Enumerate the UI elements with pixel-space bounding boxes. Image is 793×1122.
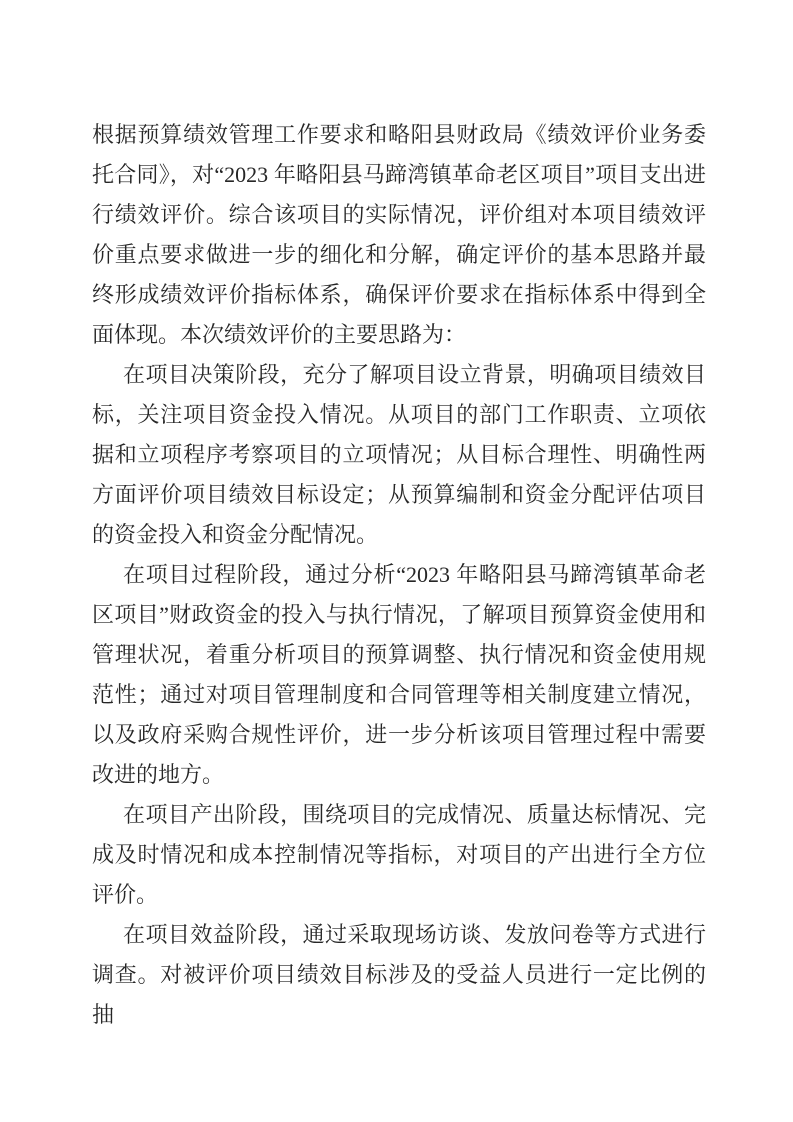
paragraph-evaluation-intro: 根据预算绩效管理工作要求和略阳县财政局《绩效评价业务委托合同》，对“2023 年略阳县马蹄湾镇革命老区项目”项目支出进行绩效评价。综合该项目的实际情况，评价组对本项目绩效评价重点要求做进一步的细化和分解，确定评价的基本思路并最终形成绩效评价指标体系，确保评价要求在指标体系中得到全面体现。本次绩效评价的主要思路为： bbox=[92, 122, 706, 347]
body-text bbox=[92, 115, 706, 1035]
paragraph-decision-stage: 在项目决策阶段，充分了解项目设立背景，明确项目绩效目标，关注项目资金投入情况。从项目的部门工作职责、立项依据和立项程序考察项目的立项情况；从目标合理性、明确性两方面评价项目绩效目标设定；从预算编制和资金分配评估项目的资金投入和资金分配情况。 bbox=[92, 362, 706, 547]
paragraph-benefit-stage: 在项目效益阶段，通过采取现场访谈、发放问卷等方式进行调查。对被评价项目绩效目标涉及的受益人员进行一定比例的抽 bbox=[92, 922, 706, 1027]
paragraph-process-stage: 在项目过程阶段，通过分析“2023 年略阳县马蹄湾镇革命老区项目”财政资金的投入与执行情况，了解项目预算资金使用和管理状况，着重分析项目的预算调整、执行情况和资金使用规范性；通过对项目管理制度和合同管理等相关制度建立情况，以及政府采购合规性评价，进一步分析该项目管理过程中需要改进的地方。 bbox=[92, 562, 706, 787]
paragraph-output-stage: 在项目产出阶段，围绕项目的完成情况、质量达标情况、完成及时情况和成本控制情况等指标，对项目的产出进行全方位评价。 bbox=[92, 802, 706, 907]
